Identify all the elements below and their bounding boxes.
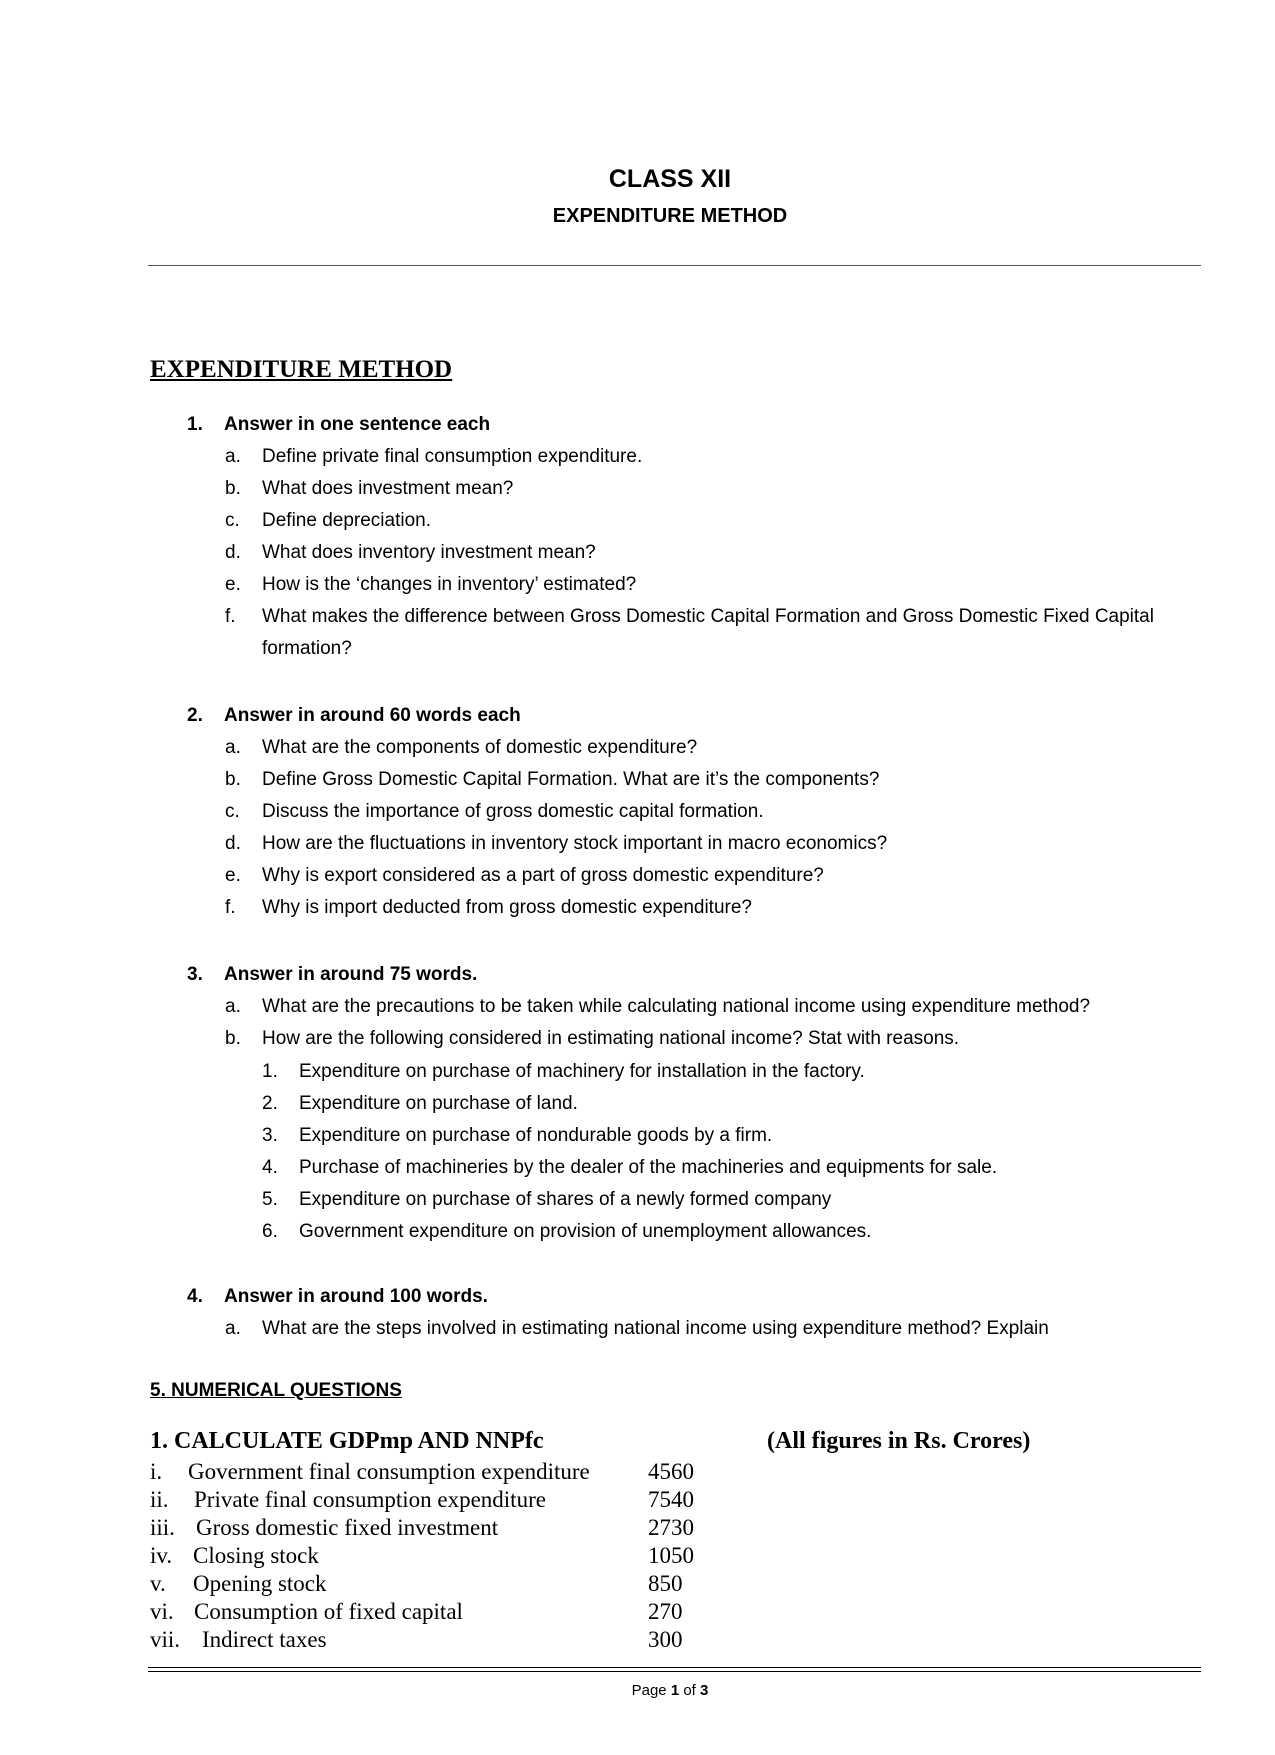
question-title: Answer in around 60 words each: [224, 705, 521, 726]
question-number: 4.: [187, 1286, 203, 1307]
figures-note: (All figures in Rs. Crores): [767, 1428, 1031, 1454]
question-title: Answer in around 75 words.: [224, 964, 478, 985]
question-number: 3.: [187, 964, 203, 985]
question-title: Answer in one sentence each: [224, 414, 491, 435]
header-divider: [148, 265, 1201, 266]
question-number: 2.: [187, 705, 203, 726]
page-number: Page 1 of 3: [631, 1682, 709, 1699]
question-title: Answer in around 100 words.: [224, 1286, 488, 1307]
footer-divider: [148, 1671, 1201, 1672]
page-title: CLASS XII: [608, 165, 732, 193]
question-number: 1.: [187, 414, 203, 435]
page-subtitle: EXPENDITURE METHOD: [552, 205, 788, 227]
footer-divider: [148, 1667, 1201, 1668]
section-title: EXPENDITURE METHOD: [150, 356, 453, 383]
numerical-heading: 5. NUMERICAL QUESTIONS: [150, 1380, 402, 1401]
calculation-title: 1. CALCULATE GDPmp AND NNPfc: [150, 1428, 544, 1454]
